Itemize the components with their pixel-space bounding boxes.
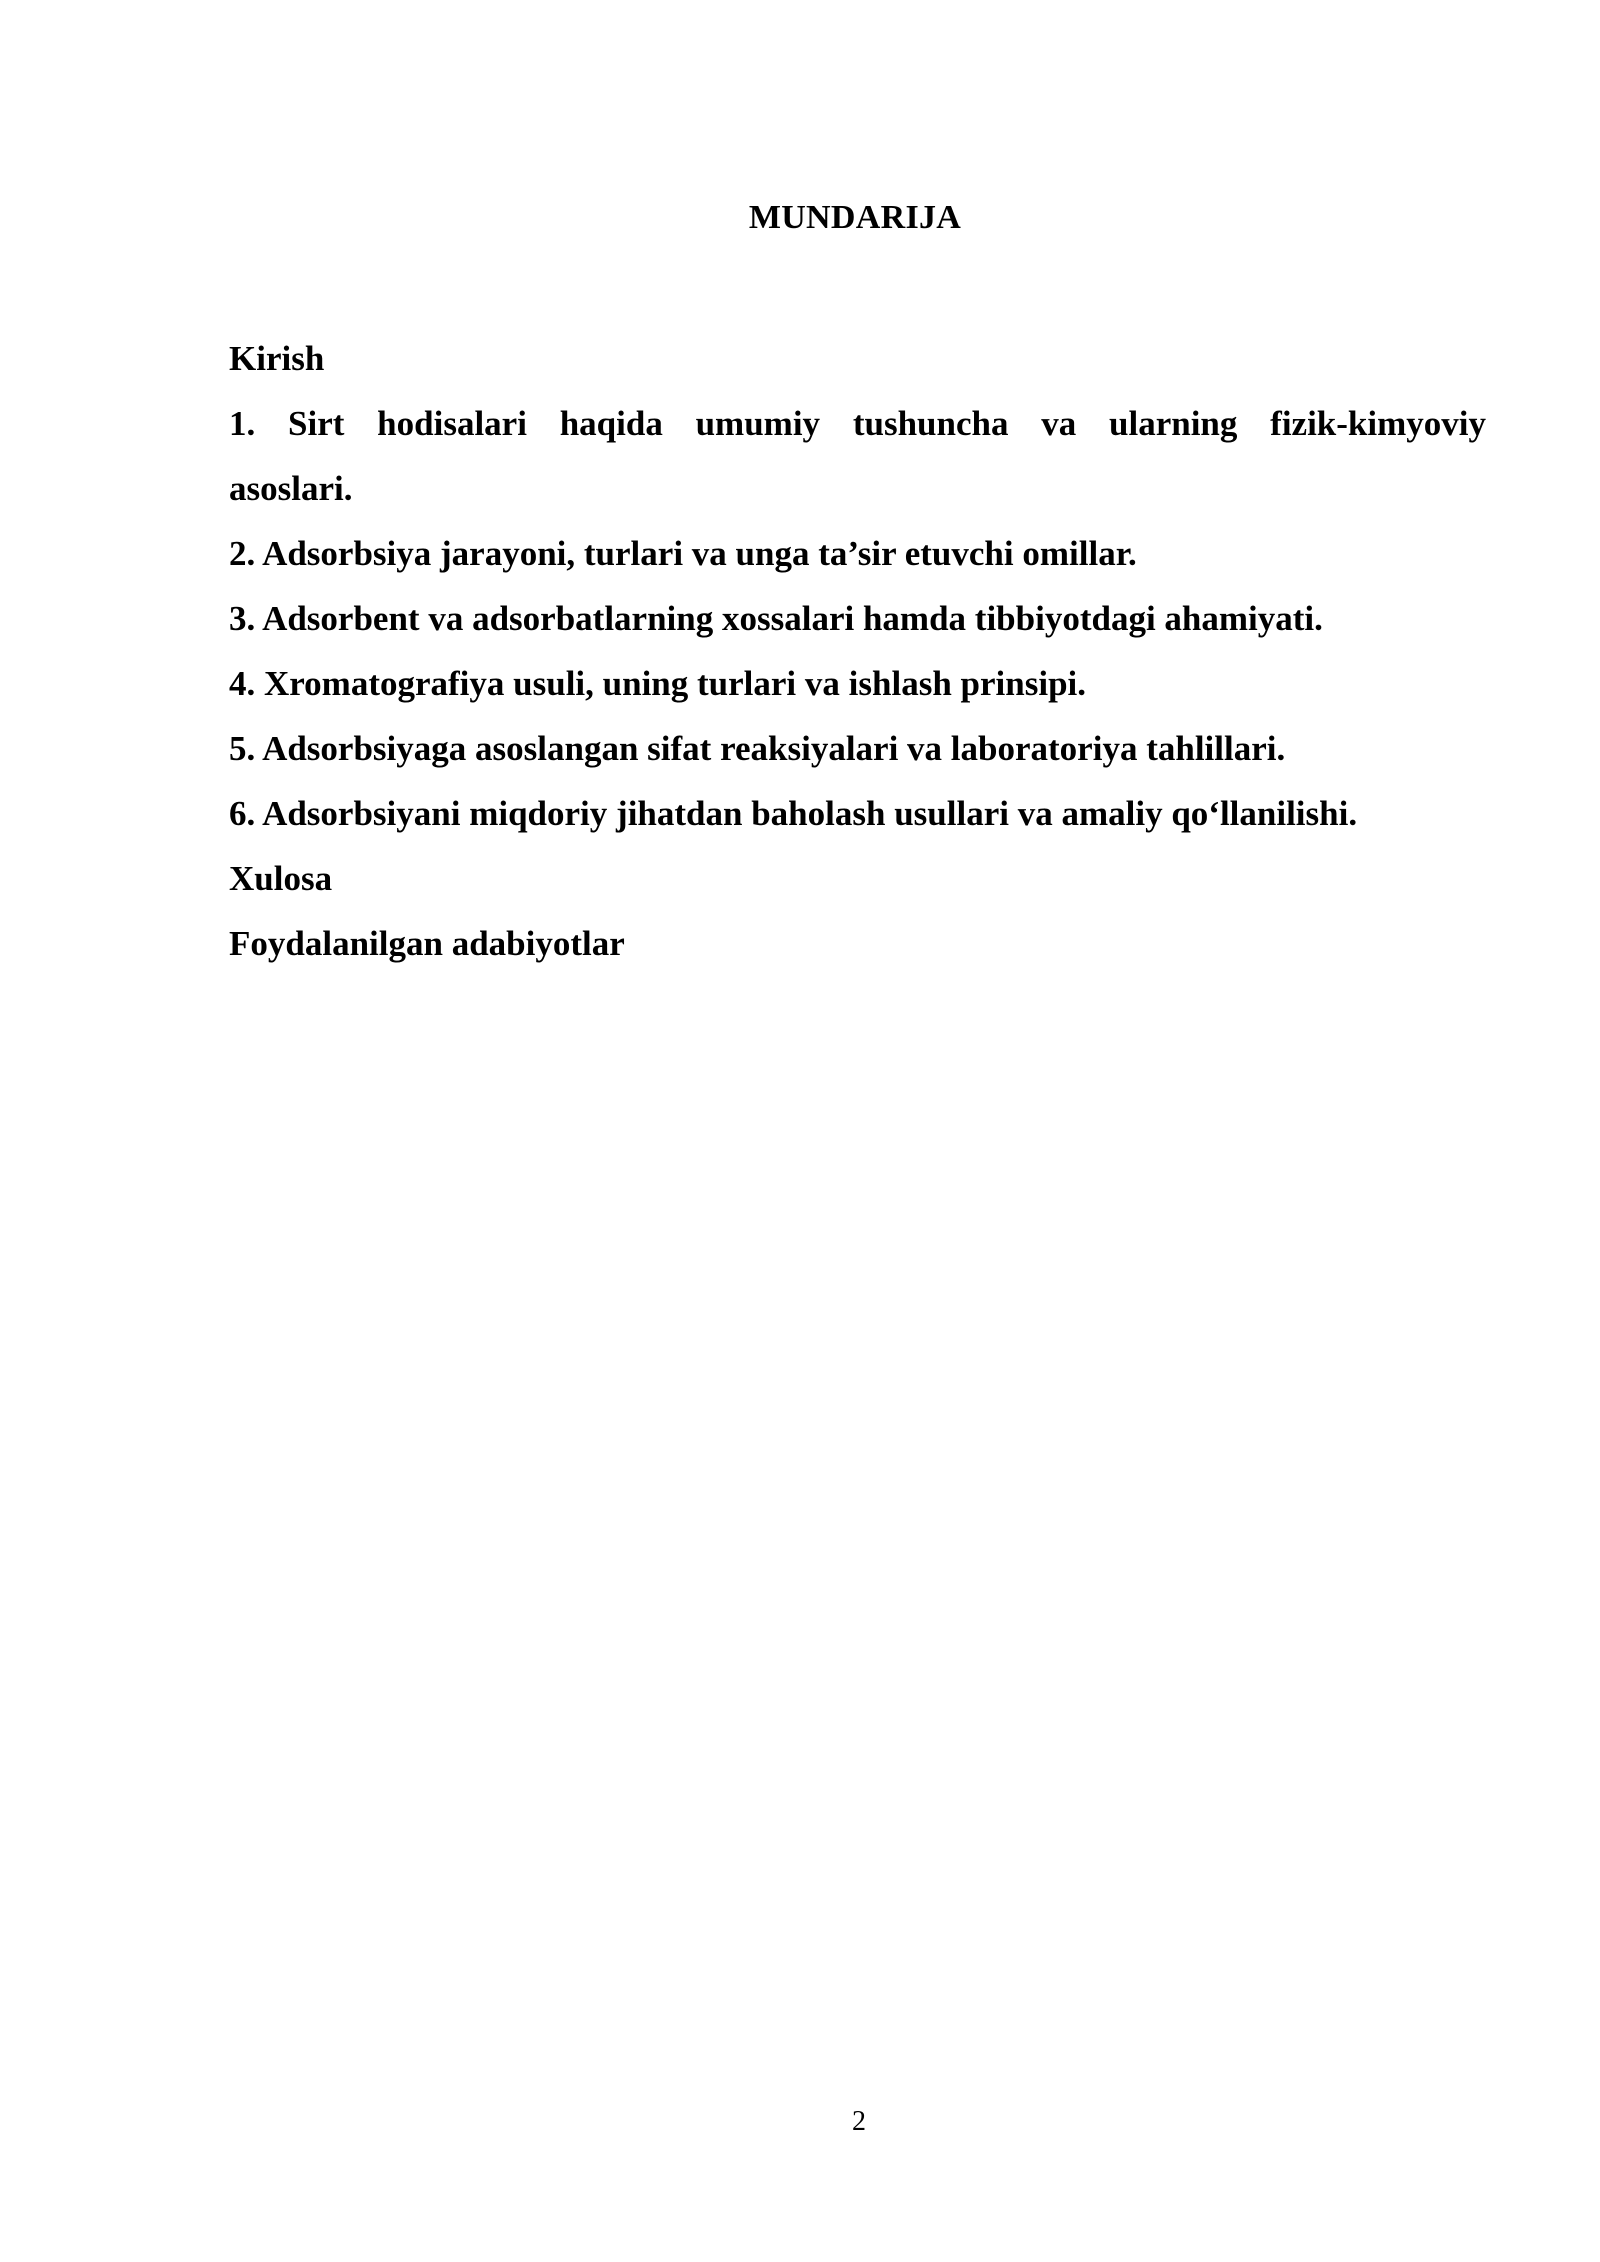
- toc-item-1: [229, 391, 1486, 456]
- toc-item-1-continuation: asoslari.: [229, 469, 353, 508]
- toc-item-references: Foydalanilgan adabiyotlar: [229, 924, 625, 963]
- toc-heading: MUNDARIJA: [748, 199, 962, 236]
- toc-item-introduction: Kirish: [229, 339, 325, 378]
- toc-item-conclusion: Xulosa: [229, 859, 333, 898]
- toc-item-3: 3. Adsorbent va adsorbatlarning xossalari hamda tibbiyotdagi ahamiyati.: [229, 599, 1323, 638]
- toc-item-5: 5. Adsorbsiyaga asoslangan sifat reaksiyalari va laboratoriya tahlillari.: [229, 729, 1286, 768]
- page-number: 2: [852, 2106, 866, 2137]
- toc-item-4: 4. Xromatografiya usuli, uning turlari va ishlash prinsipi.: [229, 664, 1087, 703]
- toc-item-1-line-1: 1. Sirt hodisalari haqida umumiy tushuncha va ularning fizik-kimyoviy: [229, 404, 1486, 443]
- toc-item-6: 6. Adsorbsiyani miqdoriy jihatdan baholash usullari va amaliy qo‘llanilishi.: [229, 794, 1358, 833]
- table-of-contents: [229, 326, 1486, 976]
- toc-item-2: 2. Adsorbsiya jarayoni, turlari va unga ta’sir etuvchi omillar.: [229, 534, 1137, 573]
